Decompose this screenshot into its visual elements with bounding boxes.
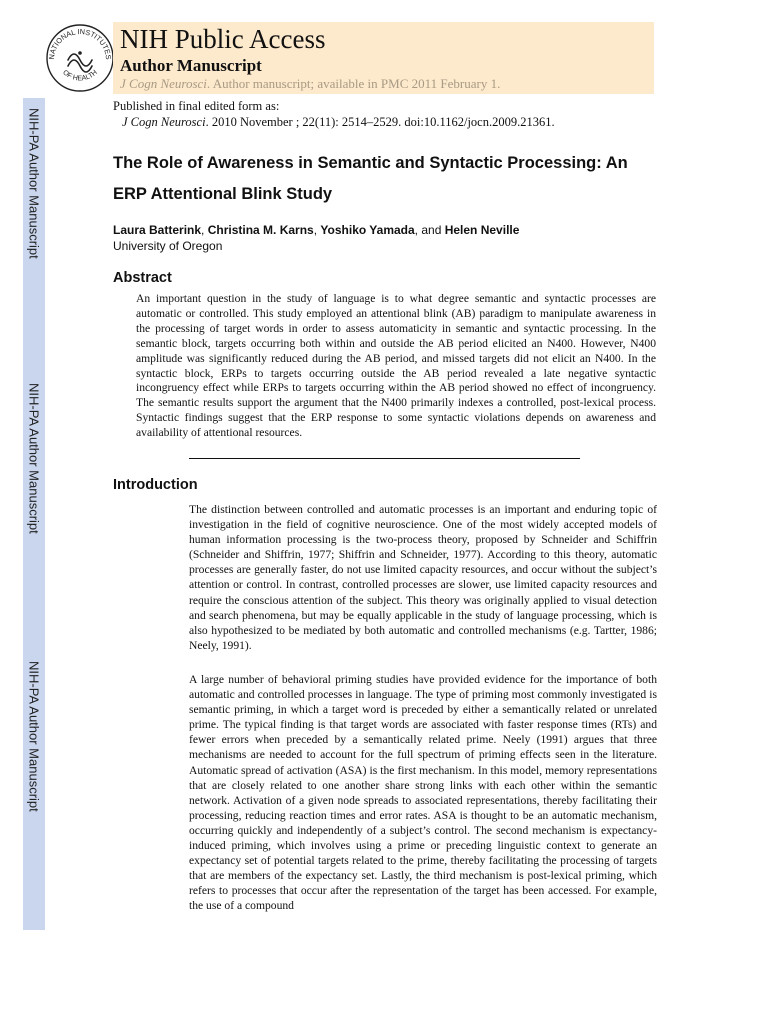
author-name: Laura Batterink [113, 223, 202, 237]
published-note: Published in final edited form as: [113, 99, 280, 113]
svg-text:OF HEALTH [61, 69, 99, 82]
seal-emblem-icon [68, 51, 92, 72]
nih-seal-logo [44, 20, 116, 92]
citation-details: . 2010 November ; 22(11): 2514–2529. doi:10.1162/jocn.2009.21361. [205, 115, 555, 129]
author-name: Christina M. Karns [207, 223, 314, 237]
header-journal-abbrev: J Cogn Neurosci [120, 76, 207, 91]
section-divider [189, 458, 580, 459]
sidebar-label-3: NIH-PA Author Manuscript [26, 661, 42, 812]
intro-paragraph-2: A large number of behavioral priming studies have provided evidence for the importance of both automatic and controlled processes in language. The type of priming most commonly investigated is semantic priming, in which a target word is preceded by either a semantically related or unrelated prime. The typical finding is that target words are associated with faster response times (RTs) and fewer errors when preceded by a semantically related prime. Neely (1991) argues that three mechanisms are needed to account for the full spectrum of priming effects seen in the literature. Automatic spread of activation (ASA) is the first mechanism. In this model, memory representations that are closely related to one another share strong links with each other within the semantic network. Activation of a given node spreads to associated representations, thereby facilitating their processing, reducing reaction times and error rates. ASA is thought to be an automatic mechanism, occurring quickly and independently of a subject’s control. The second mechanism is expectancy-induced priming, which involves using a prime or preceding linguistic context to generate an expectancy set of potential targets related to the prime, thereby facilitating the processing of targets that are members of the expectancy set. Lastly, the third mechanism is post-lexical priming, which refers to processes that occur after the representation of the target has been accessed. For example, the use of a compound [189, 673, 657, 913]
author-list: Laura Batterink, Christina M. Karns, Yoshiko Yamada, and Helen Neville [113, 223, 520, 237]
abstract-heading: Abstract [113, 270, 172, 286]
paper-title [113, 148, 673, 210]
header-title: NIH Public Access [120, 24, 326, 54]
intro-paragraph-1: The distinction between controlled and automatic processes is an important and enduring topic of investigation in the field of cognitive neuroscience. One of the most widely accepted models of human information processing is the two-process theory, proposed by Schneider and Schiffrin (Schneider and Shiffrin, 1977; Shiffrin and Schneider, 1977). According to this theory, automatic processes are generally faster, do not use limited capacity resources, and occur without the subject’s attention or control. In contrast, controlled processes are slower, use limited capacity resources and require the conscious attention of the subject. This theory was originally applied to visual detection and search phenomena, but may be equally applicable in the study of language processing, which is also hypothesized to be mediated by both automatic and controlled mechanisms (e.g. Tartter, 1986; Neely, 1991). [189, 503, 657, 652]
citation [122, 115, 555, 130]
sidebar-label-1: NIH-PA Author Manuscript [26, 108, 42, 259]
header-journal-availability: . Author manuscript; available in PMC 2011 February 1. [206, 76, 501, 91]
author-name: Yoshiko Yamada [320, 223, 415, 237]
citation-journal: J Cogn Neurosci [122, 115, 206, 129]
affiliation: University of Oregon [113, 239, 223, 253]
sidebar-label-2: NIH-PA Author Manuscript [26, 383, 42, 534]
author-name: Helen Neville [444, 223, 520, 237]
nihpa-sidebar [23, 98, 45, 930]
svg-text:NATIONAL INSTITUTES [47, 27, 113, 60]
logo-text-bottom: OF HEALTH [61, 69, 99, 83]
paper-title-line-2: ERP Attentional Blink Study [113, 185, 333, 203]
header-journal-note [120, 76, 500, 92]
abstract-text: An important question in the study of language is to what degree semantic and syntactic processes are automatic or controlled. This study employed an attentional blink (AB) paradigm to manipulate awareness in the processing of target words in order to assess automaticity in semantic and syntactic processing. In the semantic block, targets occurring both within and outside the AB period elicited an N400. However, N400 amplitude was significantly reduced during the AB period, and missed targets did not elicit an N400. In the syntactic block, ERPs to targets occurring outside the AB period revealed a late negative syntactic incongruency effect while ERPs to targets occurring within the AB period showed no effect of incongruency. The semantic results support the argument that the N400 primarily indexes a controlled, post-lexical process. Syntactic findings suggest that the ERP response to some syntactic violations depends on awareness and availability of attentional resources. [136, 292, 656, 440]
header-subtitle: Author Manuscript [120, 56, 262, 75]
logo-text-top: NATIONAL INSTITUTES [46, 26, 114, 60]
introduction-heading: Introduction [113, 477, 198, 493]
paper-title-line-1: The Role of Awareness in Semantic and Syntactic Processing: An [113, 154, 628, 172]
